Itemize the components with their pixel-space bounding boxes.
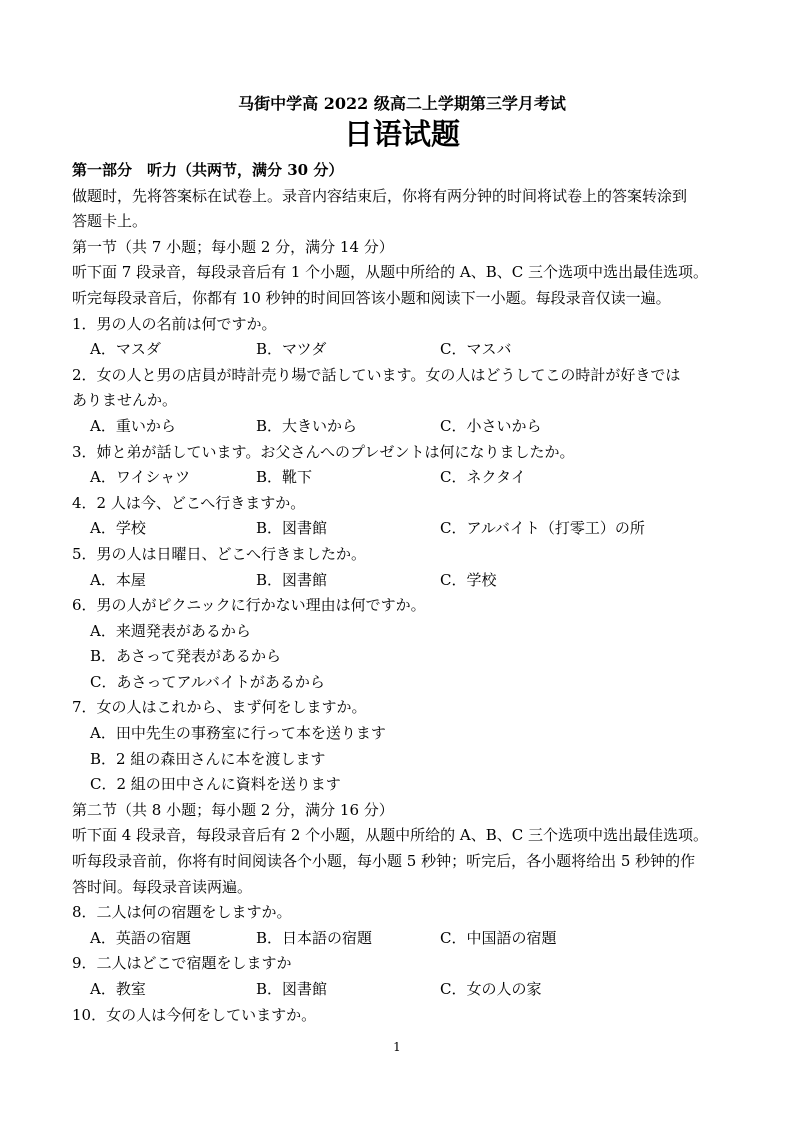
option-c: C．女の人の家: [440, 980, 542, 998]
option-b: B．あさって発表があるから: [90, 647, 282, 666]
section1-instruction: 听完每段录音后，你都有 10 秒钟的时间回答该小题和阅读下一小题。每段录音仅读一遍。: [72, 288, 671, 307]
question-6: 6．男の人がピクニックに行かない理由は何ですか。: [72, 596, 426, 615]
option-b: B．靴下: [256, 468, 313, 487]
part1-instruction: 做题时，先将答案标在试卷上。录音内容结束后，你将有两分钟的时间将试卷上的答案转涂到: [72, 186, 688, 205]
option-a: A．学校: [90, 519, 146, 538]
option-c: C．アルバイト（打零工）の所: [440, 519, 645, 538]
option-a: A．ワイシャツ: [90, 468, 191, 487]
option-b: B．図書館: [256, 519, 328, 538]
option-b: B．日本語の宿題: [256, 928, 373, 947]
option-b: B．図書館: [256, 980, 328, 998]
option-b: B．マツダ: [256, 340, 327, 359]
exam-page: [72, 92, 732, 1028]
options-row: [72, 465, 732, 491]
options-row: [72, 337, 732, 363]
question-1: 1．男の人の名前は何ですか。: [72, 314, 277, 333]
section2-instruction: 听下面 4 段录音，每段录音后有 2 个小题，从题中所给的 A、B、C 三个选项中选出最佳选项。: [72, 826, 709, 845]
option-a: A．マスダ: [90, 340, 161, 359]
question-5: 5．男の人は日曜日、どこへ行きましたか。: [72, 544, 366, 563]
option-c: C．小さいから: [440, 416, 542, 435]
option-c: C．学校: [440, 570, 497, 589]
question-2-cont: ありませんか。: [72, 391, 178, 410]
part1-instruction: 答题卡上。: [72, 212, 148, 231]
option-a: A．来週発表があるから: [90, 621, 251, 640]
options-row: [72, 516, 732, 542]
question-10: 10．女の人は今何をしていますか。: [72, 1005, 317, 1024]
options-row: [72, 977, 732, 1003]
question-8: 8．二人は何の宿題をしますか。: [72, 903, 292, 922]
option-b: B．図書館: [256, 570, 328, 589]
section2-instruction: 听每段录音前，你将有时间阅读各个小题，每小题 5 秒钟；听完后，各小题将给出 5 秒钟的作: [72, 852, 696, 871]
section1-heading: 第一节（共 7 小题；每小题 2 分，满分 14 分）: [72, 237, 394, 256]
options-row: [72, 926, 732, 952]
option-a: A．教室: [90, 980, 146, 998]
option-c: C．中国語の宿題: [440, 928, 557, 947]
option-a: A．重いから: [90, 416, 176, 435]
page-number: 1: [393, 1040, 401, 1054]
option-b: B．大きいから: [256, 416, 358, 435]
option-c: C．あさってアルバイトがあるから: [90, 672, 325, 691]
section2-instruction: 答时间。每段录音读两遍。: [72, 877, 253, 896]
option-a: A．本屋: [90, 570, 146, 589]
option-a: A．英語の宿題: [90, 928, 191, 947]
question-2: 2．女の人と男の店員が時計売り場で話しています。女の人はどうしてこの時計が好きでは: [72, 365, 681, 384]
question-9: 9．二人はどこで宿題をしますか: [72, 954, 292, 973]
question-4: 4．2 人は今、どこへ行きますか。: [72, 493, 306, 512]
option-c: C．ネクタイ: [440, 468, 526, 487]
question-7: 7．女の人はこれから、まず何をしますか。: [72, 698, 367, 717]
option-b: B．2 組の森田さんに本を渡します: [90, 749, 326, 768]
part1-heading: 第一部分 听力（共两节，满分 30 分）: [72, 161, 344, 179]
option-a: A．田中先生の事務室に行って本を送ります: [90, 724, 386, 743]
option-c: C．マスバ: [440, 340, 512, 359]
option-c: C．2 組の田中さんに資料を送ります: [90, 775, 341, 794]
subject-title: 日语试题: [343, 117, 460, 151]
school-title: 马街中学高 2022 级高二上学期第三学月考试: [238, 94, 566, 113]
section1-instruction: 听下面 7 段录音，每段录音后有 1 个小题，从题中所给的 A、B、C 三个选项中选出最佳选项。: [72, 263, 709, 282]
options-row: [72, 414, 732, 440]
section2-heading: 第二节（共 8 小题；每小题 2 分，满分 16 分）: [72, 800, 394, 819]
options-row: [72, 568, 732, 594]
question-3: 3．姉と弟が話しています。お父さんへのプレゼントは何になりましたか。: [72, 442, 575, 461]
